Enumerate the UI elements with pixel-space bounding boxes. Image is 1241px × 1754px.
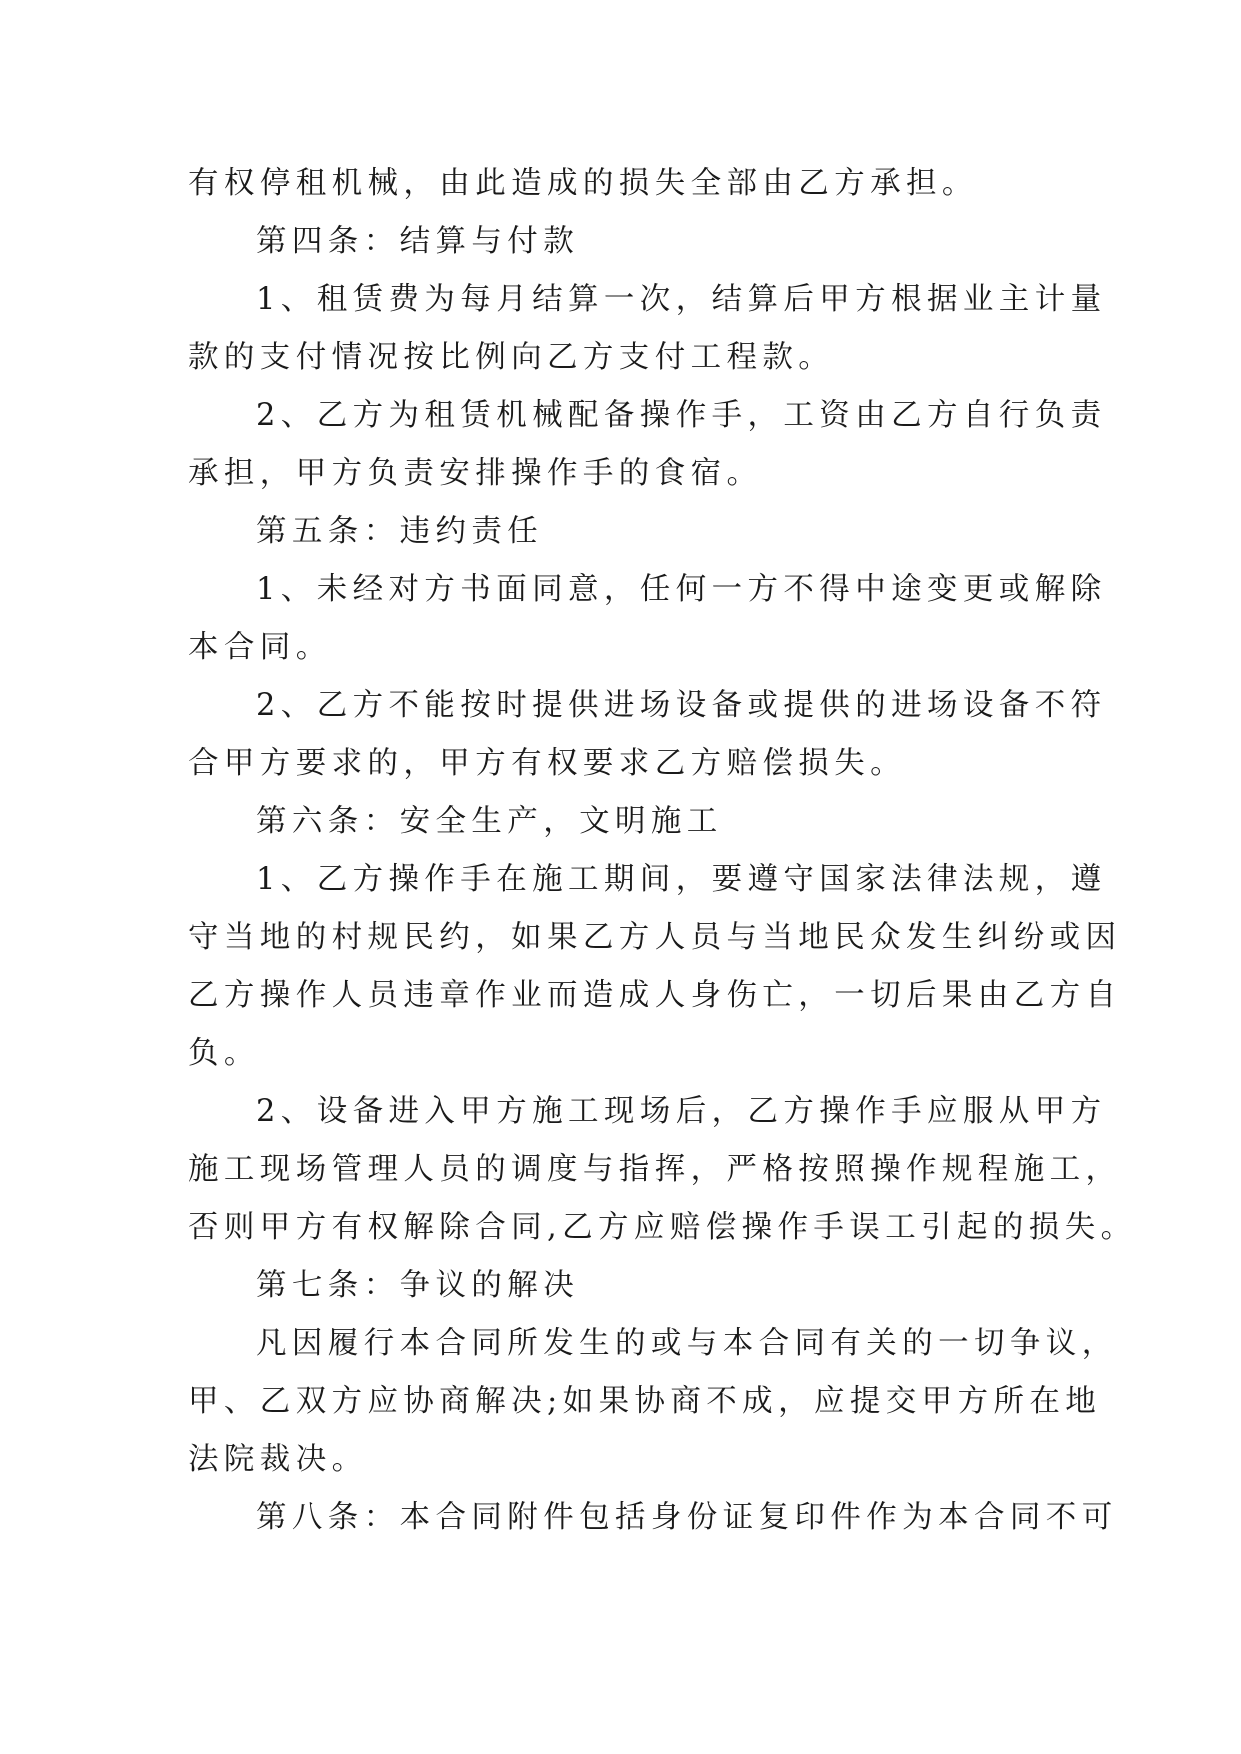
text-line: 乙方操作人员违章作业而造成人身伤亡，一切后果由乙方自 [188, 978, 1122, 1013]
text-line: 1、租赁费为每月结算一次，结算后甲方根据业主计量 [256, 282, 1107, 317]
text-line: 凡因履行本合同所发生的或与本合同有关的一切争议， [256, 1326, 1118, 1361]
text-line: 合甲方要求的，甲方有权要求乙方赔偿损失。 [188, 746, 906, 781]
text-line: 否则甲方有权解除合同,乙方应赔偿操作手误工引起的损失。 [188, 1210, 1137, 1245]
text-line: 1、未经对方书面同意，任何一方不得中途变更或解除 [256, 572, 1107, 607]
text-line: 1、乙方操作手在施工期间，要遵守国家法律法规，遵 [256, 862, 1107, 897]
section-heading: 第七条：争议的解决 [256, 1268, 580, 1303]
text-line: 守当地的村规民约，如果乙方人员与当地民众发生纠纷或因 [188, 920, 1122, 955]
text-line: 2、乙方为租赁机械配备操作手，工资由乙方自行负责 [256, 398, 1107, 433]
text-line: 款的支付情况按比例向乙方支付工程款。 [188, 340, 835, 375]
text-line: 本合同。 [188, 630, 332, 665]
section-heading: 第四条：结算与付款 [256, 224, 580, 259]
text-line: 负。 [188, 1036, 260, 1071]
text-line: 法院裁决。 [188, 1442, 368, 1477]
section-heading: 第八条：本合同附件包括身份证复印件作为本合同不可 [256, 1500, 1118, 1535]
text-line: 承担，甲方负责安排操作手的食宿。 [188, 456, 763, 491]
text-line: 甲、乙双方应协商解决;如果协商不成，应提交甲方所在地 [188, 1384, 1102, 1419]
text-line: 有权停租机械，由此造成的损失全部由乙方承担。 [188, 166, 978, 201]
text-line: 施工现场管理人员的调度与指挥，严格按照操作规程施工， [188, 1152, 1122, 1187]
text-line: 2、设备进入甲方施工现场后，乙方操作手应服从甲方 [256, 1094, 1107, 1129]
section-heading: 第六条：安全生产，文明施工 [256, 804, 723, 839]
text-line: 2、乙方不能按时提供进场设备或提供的进场设备不符 [256, 688, 1107, 723]
section-heading: 第五条：违约责任 [256, 514, 544, 549]
